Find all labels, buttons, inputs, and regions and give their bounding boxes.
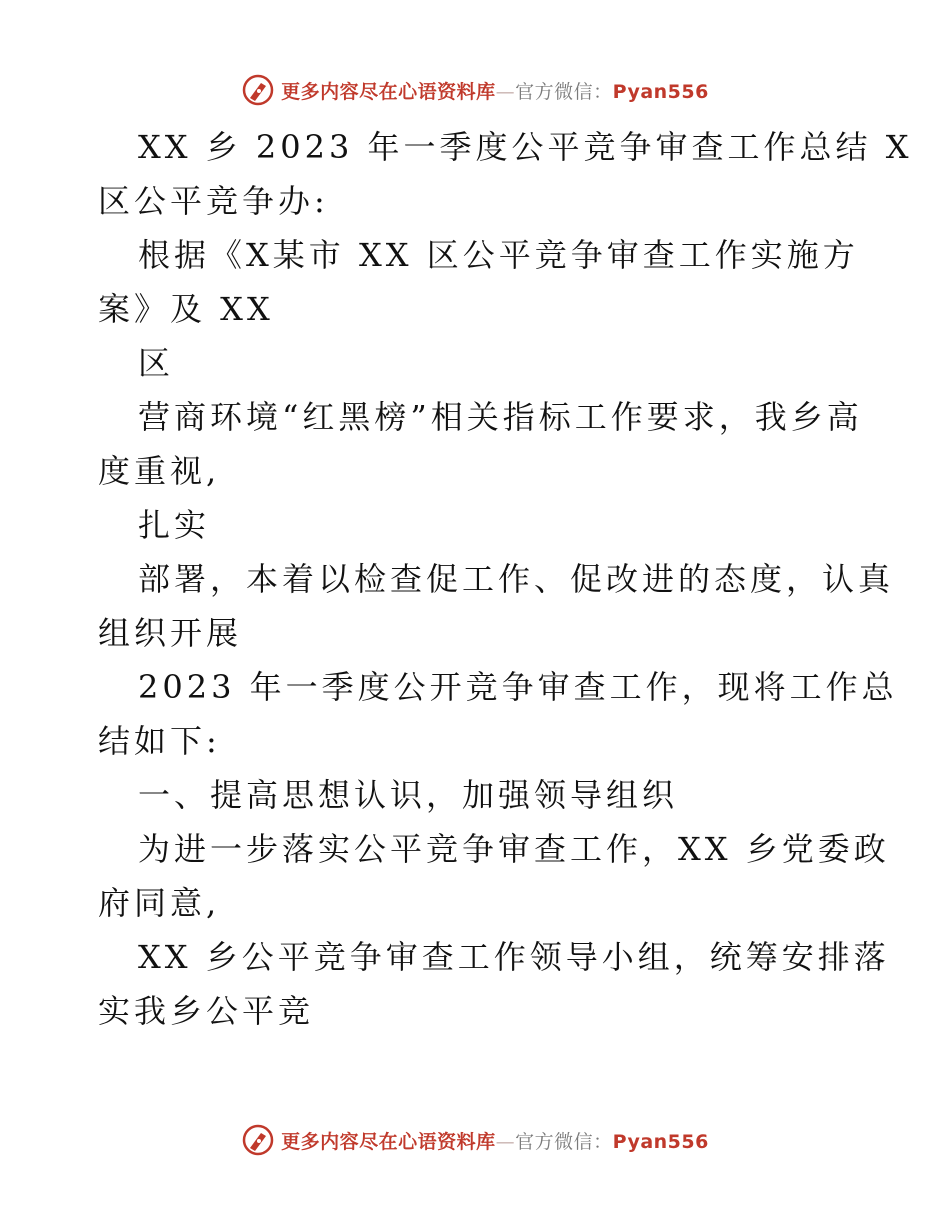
- doc-line: 区: [138, 344, 175, 382]
- doc-line: 部署，本着以检查促工作、促改进的态度，认真: [138, 560, 895, 598]
- doc-line: 为进一步落实公平竞争审查工作，XX 乡党委政: [138, 830, 890, 868]
- doc-line-title: XX 乡 2023 年一季度公平竞争审查工作总结 X: [138, 128, 913, 166]
- footer-banner-text: [281, 1127, 709, 1154]
- header-banner-text: [281, 77, 709, 104]
- doc-line: 营商环境“红黑榜”相关指标工作要求，我乡高: [138, 398, 863, 436]
- pen-nib-logo-icon: [241, 1123, 275, 1157]
- doc-section-heading: 一、提高思想认识，加强领导组织: [138, 776, 679, 814]
- doc-line: 组织开展: [98, 614, 243, 652]
- footer-banner: [0, 1120, 950, 1160]
- header-banner-sub-text: 官方微信：: [515, 80, 613, 103]
- footer-banner-content: [241, 1123, 709, 1157]
- doc-line: 根据《X某市 XX 区公平竞争审查工作实施方: [138, 236, 859, 274]
- doc-line: 实我乡公平竞: [98, 992, 315, 1030]
- pen-nib-logo-icon: [241, 73, 275, 107]
- footer-banner-wechat-id: Pyan556: [612, 1130, 709, 1153]
- header-banner-wechat-id: Pyan556: [612, 80, 709, 103]
- footer-banner-main-text: 更多内容尽在心语资料库: [281, 1130, 496, 1153]
- header-banner-content: [241, 73, 709, 107]
- doc-line: 府同意,: [98, 884, 221, 922]
- footer-banner-sub-text: 官方微信：: [515, 1130, 613, 1153]
- footer-banner-dash: —: [495, 1130, 516, 1153]
- header-banner-dash: —: [495, 80, 516, 103]
- header-banner-main-text: 更多内容尽在心语资料库: [281, 80, 496, 103]
- header-banner: [0, 70, 950, 110]
- doc-line: 2023 年一季度公开竞争审查工作，现将工作总: [138, 668, 898, 706]
- document-body: [98, 120, 913, 1038]
- doc-line: 结如下:: [98, 722, 221, 760]
- doc-line: 案》及 XX: [98, 290, 274, 328]
- doc-line: XX 乡公平竞争审查工作领导小组，统筹安排落: [138, 938, 890, 976]
- doc-line: 扎实: [138, 506, 211, 544]
- doc-line: 度重视,: [98, 452, 221, 490]
- doc-line: 区公平竞争办:: [98, 182, 329, 220]
